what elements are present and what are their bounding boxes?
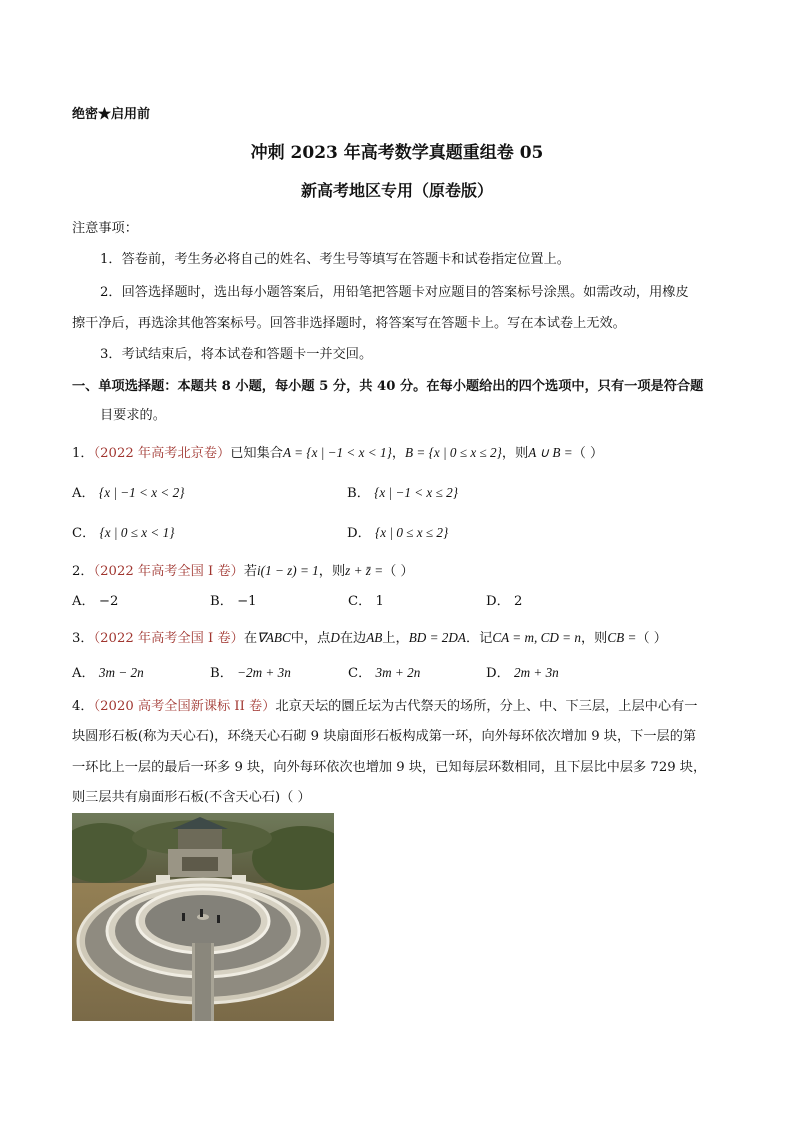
union-math: A ∪ B = [528, 445, 573, 460]
question-4-line: 一环比上一层的最后一环多 9 块，向外每环依次也增加 9 块，已知每层环数相同，且下层比中层多 729 块， [72, 760, 707, 775]
equation-math: i(1 − z) = 1 [257, 563, 319, 578]
option-text: 3m − 2n [98, 665, 144, 680]
section-heading: 一、单项选择题：本题共 8 小题，每小题 5 分，共 40 分。在每小题给出的四个选项中，只有一项是符合题 [72, 379, 704, 394]
stem-text: 上， [382, 631, 409, 646]
stem-text: ，则 [501, 446, 529, 461]
option-label: B． [210, 594, 233, 609]
question-4-stem [72, 697, 697, 716]
option-a[interactable] [72, 592, 118, 611]
option-d[interactable] [486, 663, 559, 683]
set-b-math: B = {x | 0 ≤ x ≤ 2} [405, 445, 502, 460]
stem-text: 中，点 [290, 631, 331, 646]
option-text: {x | 0 ≤ x < 1} [99, 525, 175, 540]
option-text: −2 [98, 594, 119, 609]
point-math: D [330, 630, 340, 645]
option-d[interactable] [486, 592, 522, 611]
stem-text: ， [391, 446, 406, 461]
secret-label: 绝密★启用前 [72, 107, 151, 122]
option-text: {x | −1 < x ≤ 2} [374, 485, 458, 500]
altar-photo [72, 813, 334, 1021]
option-label: C． [72, 526, 96, 541]
option-label: A． [72, 486, 95, 501]
note-item: 擦干净后，再选涂其他答案标号。回答非选择题时，将答案写在答题卡上。写在本试卷上无效。 [72, 316, 626, 331]
option-label: C． [348, 666, 372, 681]
option-a[interactable] [72, 483, 184, 503]
option-label: C． [348, 594, 372, 609]
notes-heading: 注意事项： [72, 221, 138, 236]
stem-text: 已知集合 [230, 446, 283, 461]
option-text: −2m + 3n [237, 665, 291, 680]
option-label: A． [72, 666, 95, 681]
question-source: （2020 高考全国新课标 II 卷） [93, 699, 276, 714]
stem-text: 若 [243, 564, 258, 579]
option-label: B． [347, 486, 370, 501]
answer-blank: （ ） [383, 564, 414, 579]
option-label: A． [72, 594, 95, 609]
question-4-line: 块圆形石板(称为天心石)，环绕天心石砌 9 块扇面形石板构成第一环，向外每环依次增加 9 块，下一层的第 [72, 729, 697, 744]
vector-target-math: CB = [607, 630, 637, 645]
option-b[interactable] [347, 483, 458, 503]
option-c[interactable] [348, 592, 384, 611]
page-title: 冲刺 2023 年高考数学真题重组卷 05 [250, 143, 544, 163]
option-b[interactable] [210, 592, 257, 611]
option-c[interactable] [348, 663, 420, 683]
question-2-stem [72, 561, 414, 581]
section-heading-cont: 目要求的。 [100, 408, 166, 423]
set-a-math: A = {x | −1 < x < 1} [282, 445, 392, 460]
vector-def-math: CA = m, CD = n [492, 630, 581, 645]
option-text: {x | 0 ≤ x ≤ 2} [374, 525, 449, 540]
question-number: 2． [72, 564, 94, 579]
option-d[interactable] [347, 523, 448, 543]
note-item: 2．回答选择题时，选出每小题答案后，用铅笔把答题卡对应题目的答案标号涂黑。如需改动，用橡皮 [100, 285, 689, 300]
option-text: {x | −1 < x < 2} [98, 485, 185, 500]
stem-text: ，则 [580, 631, 608, 646]
note-item: 1．答卷前，考生务必将自己的姓名、考生号等填写在答题卡和试卷指定位置上。 [100, 252, 570, 267]
option-label: B． [210, 666, 233, 681]
option-a[interactable] [72, 663, 144, 683]
question-1-stem [72, 443, 603, 463]
option-label: D． [486, 594, 510, 609]
question-source: （2022 年高考全国 I 卷） [93, 631, 244, 646]
option-label: D． [486, 666, 510, 681]
ratio-math: BD = 2DA [408, 630, 466, 645]
triangle-math: ∇ABC [257, 630, 291, 645]
question-source: （2022 年高考全国 I 卷） [93, 564, 244, 579]
stem-text: 在 [243, 631, 258, 646]
option-b[interactable] [210, 663, 291, 683]
stem-text: 在边 [339, 631, 367, 646]
option-text: 2m + 3n [513, 665, 559, 680]
note-item: 3．考试结束后，将本试卷和答题卡一并交回。 [100, 347, 373, 362]
stem-text: ．记 [465, 631, 493, 646]
option-label: D． [347, 526, 371, 541]
question-3-stem [72, 628, 667, 648]
expression-math: z + z̄ = [345, 563, 384, 578]
edge-math: AB [366, 630, 383, 645]
stem-text: ，则 [318, 564, 346, 579]
option-text: 3m + 2n [375, 665, 421, 680]
page-subtitle: 新高考地区专用（原卷版） [300, 181, 493, 200]
option-c[interactable] [72, 523, 174, 543]
question-number: 3． [72, 631, 94, 646]
answer-blank: （ ） [636, 631, 667, 646]
option-text: 1 [375, 594, 384, 609]
stem-text: 北京天坛的圜丘坛为古代祭天的场所，分上、中、下三层，上层中心有一 [275, 699, 698, 714]
question-number: 1． [72, 446, 94, 461]
question-number: 4． [72, 699, 94, 714]
question-4-line: 则三层共有扇面形石板(不含天心石)（ ） [72, 790, 311, 805]
option-text: −1 [237, 594, 257, 609]
answer-blank: （ ） [572, 446, 604, 461]
option-text: 2 [513, 594, 523, 609]
question-source: （2022 年高考北京卷） [93, 446, 231, 461]
